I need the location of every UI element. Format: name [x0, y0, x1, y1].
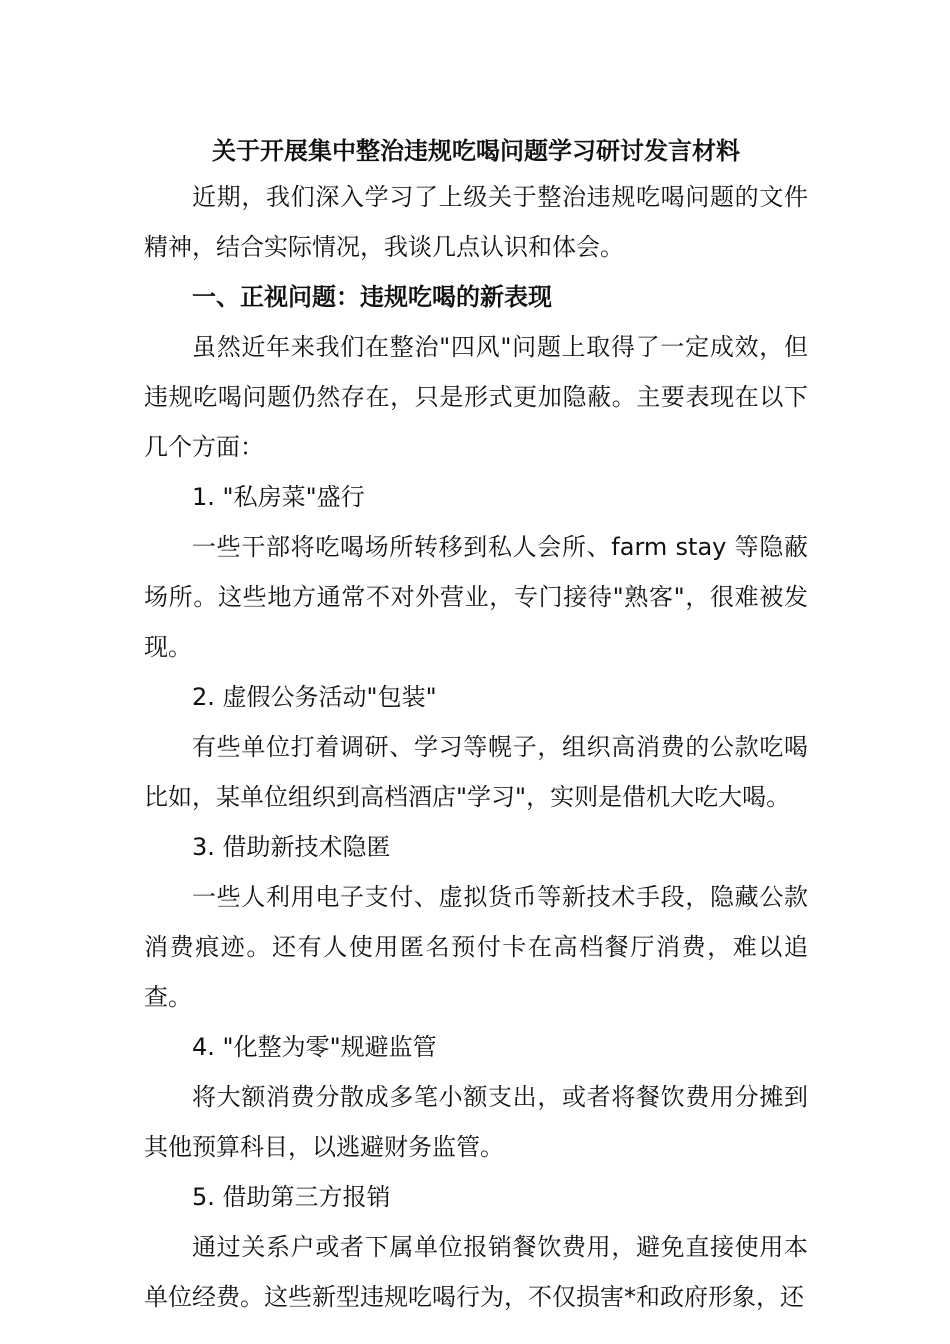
item-2-text: 有些单位打着调研、学习等幌子，组织高消费的公款吃喝比如，某单位组织到高档酒店"学习"，实则是借机大吃大喝。 [144, 733, 808, 811]
item-4-title: 4. "化整为零"规避监管 [192, 1033, 437, 1061]
section-lead-paragraph: 虽然近年来我们在整治"四风"问题上取得了一定成效，但违规吃喝问题仍然存在，只是形式更加隐蔽。主要表现在以下几个方面： [144, 333, 808, 461]
item-4-text: 将大额消费分散成多笔小额支出，或者将餐饮费用分摊到其他预算科目，以逃避财务监管。 [144, 1083, 808, 1161]
document-body [144, 130, 808, 1322]
item-5-text: 通过关系户或者下属单位报销餐饮费用，避免直接使用本单位经费。这些新型违规吃喝行为，不仅损害*和政府形象，还 [144, 1233, 808, 1311]
item-2-title: 2. 虚假公务活动"包装" [192, 683, 437, 711]
item-3-title: 3. 借助新技术隐匿 [192, 833, 391, 861]
item-3-text: 一些人利用电子支付、虚拟货币等新技术手段，隐藏公款消费痕迹。还有人使用匿名预付卡在高档餐厅消费，难以追查。 [144, 883, 808, 1011]
section-heading: 一、正视问题：违规吃喝的新表现 [192, 283, 552, 311]
document-title: 关于开展集中整治违规吃喝问题学习研讨发言材料 [212, 137, 740, 165]
item-1-text: 一些干部将吃喝场所转移到私人会所、farm stay 等隐蔽场所。这些地方通常不对外营业，专门接待"熟客"，很难被发现。 [144, 533, 808, 661]
item-5-title: 5. 借助第三方报销 [192, 1183, 391, 1211]
intro-paragraph: 近期，我们深入学习了上级关于整治违规吃喝问题的文件精神，结合实际情况，我谈几点认识和体会。 [144, 183, 808, 261]
item-1-title: 1. "私房菜"盛行 [192, 483, 365, 511]
